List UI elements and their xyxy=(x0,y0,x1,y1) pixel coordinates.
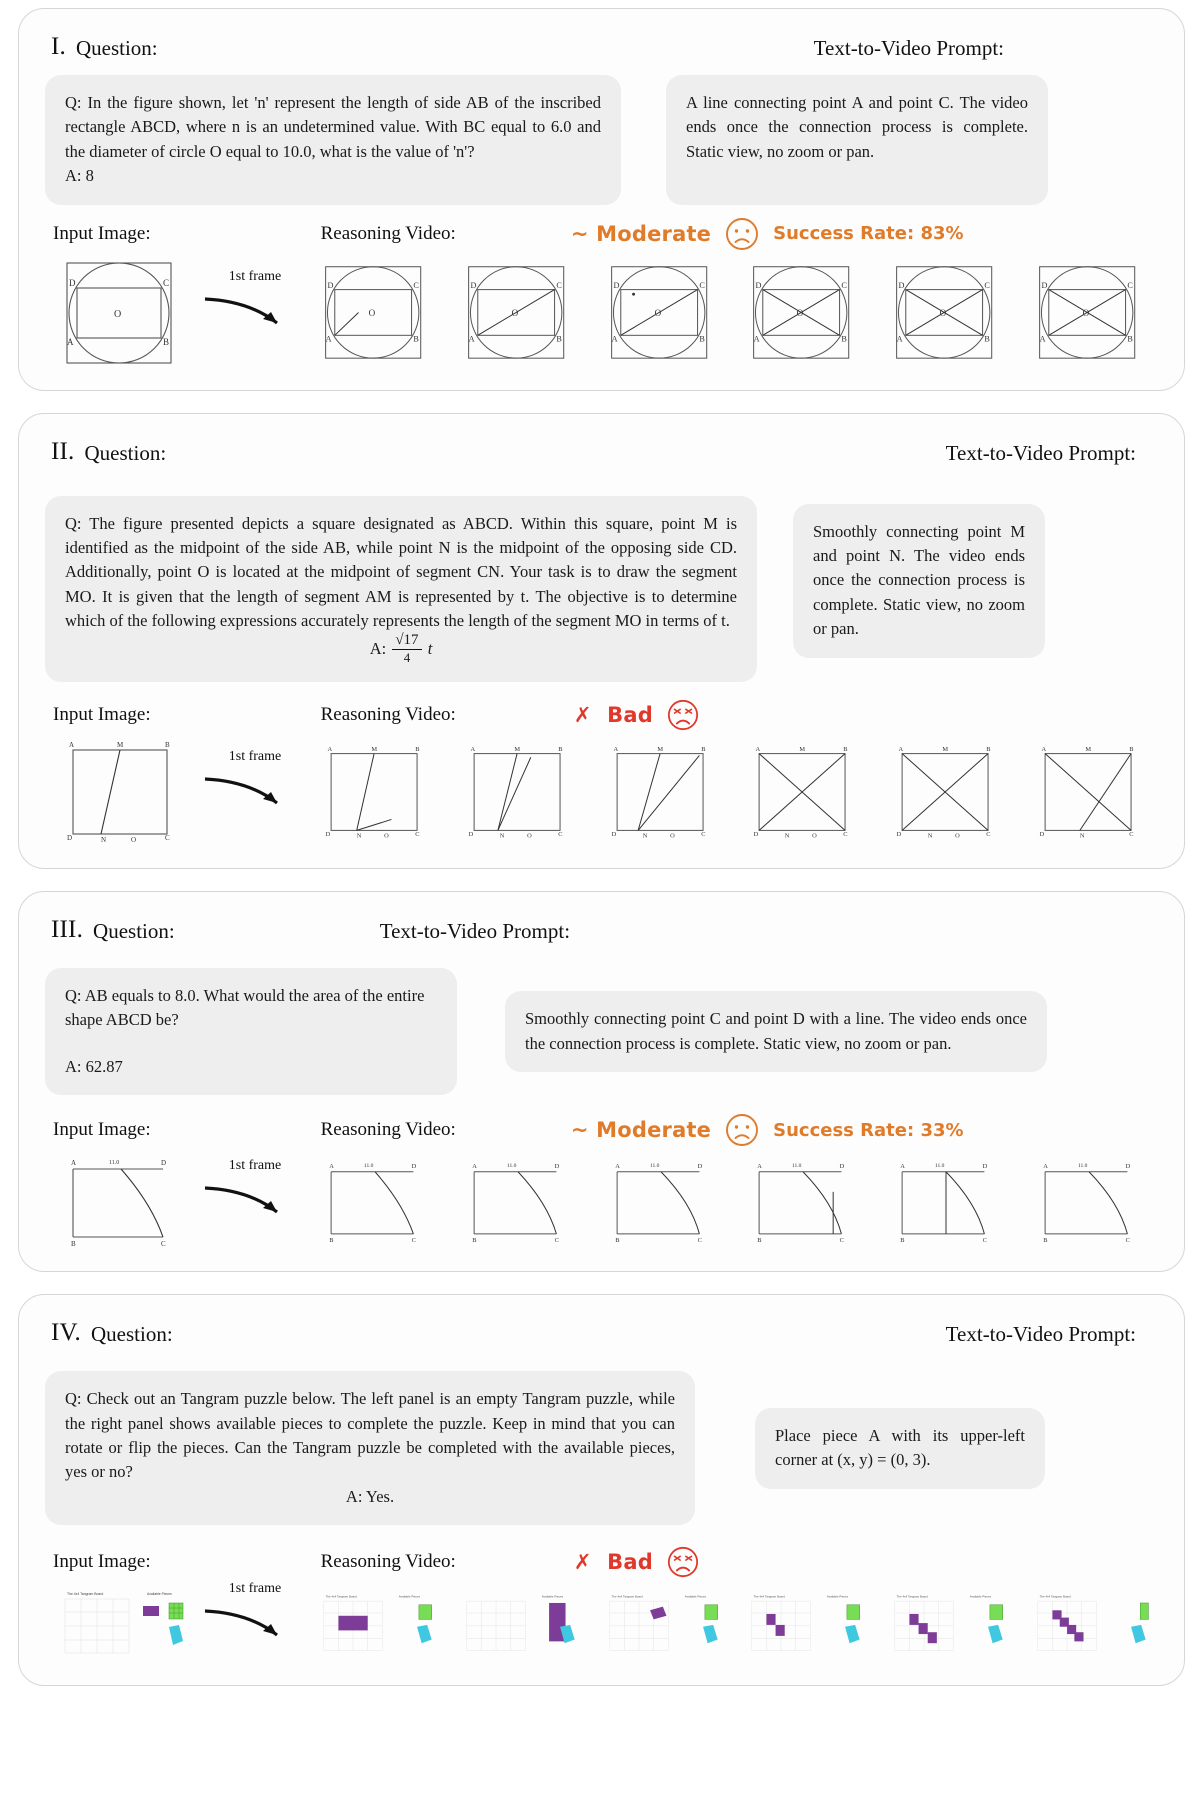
section-roman-numeral: III. xyxy=(51,916,84,944)
svg-text:A: A xyxy=(611,334,618,344)
svg-text:A: A xyxy=(472,1163,477,1171)
input-figure xyxy=(51,1583,199,1665)
rating-text: Bad xyxy=(607,703,653,728)
question-text: Q: Check out an Tangram puzzle below. The left panel is an empty Tangram puzzle, while the right panel shows available pieces to complete the puzzle. Keep in mind that you can rotate or flip the pieces. Can the Tangram puzzle be completed with the available pieces, yes or no? xyxy=(65,1389,675,1482)
svg-text:D: D xyxy=(69,277,76,288)
video-frames xyxy=(311,1152,1158,1250)
svg-text:B: B xyxy=(700,745,706,753)
svg-text:A: A xyxy=(71,1159,77,1168)
svg-text:D: D xyxy=(554,1163,560,1171)
svg-text:11.0: 11.0 xyxy=(364,1163,374,1170)
reasoning-video-label: Reasoning Video: xyxy=(320,704,456,726)
svg-text:B: B xyxy=(1127,334,1134,344)
svg-text:Available Pieces: Available Pieces xyxy=(398,1594,421,1599)
prompt-heading: Text-to-Video Prompt: xyxy=(813,36,1004,60)
svg-text:D: D xyxy=(411,1163,417,1171)
answer-suffix: t xyxy=(427,638,433,658)
svg-text:D: D xyxy=(1039,830,1045,838)
svg-text:N: N xyxy=(642,832,647,840)
input-figure xyxy=(51,1151,199,1251)
distressed-face-icon xyxy=(666,1545,700,1579)
transition-arrow-cell xyxy=(199,749,311,815)
question-box xyxy=(45,75,621,205)
question-heading: Question: xyxy=(93,919,175,944)
svg-text:A: A xyxy=(468,334,475,344)
video-frame xyxy=(1025,256,1158,368)
section-roman-numeral: IV. xyxy=(51,1319,82,1347)
svg-text:D: D xyxy=(1041,280,1048,290)
input-image-label: Input Image: xyxy=(53,222,151,244)
svg-text:B: B xyxy=(614,1237,620,1245)
video-frame xyxy=(454,256,587,368)
fraction-numerator: √17 xyxy=(392,633,421,651)
question-text: Q: The figure presented depicts a square designated as ABCD. Within this square, point M is identified as the midpoint of the side AB, while point N is the midpoint of the opposing side CD. Additionally, point O is located at the midpoint of segment CN. Your task is to draw the segment MO. It is given that the length of segment AM is represented by t. The objective is to determine which of the following expressions accurately represents the length of the segment MO in terms of t. xyxy=(65,513,737,631)
reasoning-video-label: Reasoning Video: xyxy=(320,1551,456,1573)
answer-text xyxy=(65,631,737,666)
svg-text:The 4x4 Tangram Board: The 4x4 Tangram Board xyxy=(611,1594,643,1599)
svg-text:11.0: 11.0 xyxy=(109,1160,120,1167)
frame-label: 1st frame xyxy=(228,269,282,285)
section-card-3 xyxy=(18,891,1185,1272)
svg-text:O: O xyxy=(114,308,122,320)
svg-text:O: O xyxy=(384,832,389,840)
svg-text:M: M xyxy=(514,745,520,753)
rating-text: Bad xyxy=(607,1550,653,1575)
svg-text:A: A xyxy=(1039,334,1046,344)
section-header-1 xyxy=(45,27,1158,63)
fraction-denominator: 4 xyxy=(403,650,411,666)
question-text: Q: In the figure shown, let 'n' represent the length of side AB of the inscribed rectangle ABCD, where n is an undetermined value. With BC equal to 6.0 and the diameter of circle O equal to 10.0, what is the value of 'n'? xyxy=(65,93,601,161)
question-box xyxy=(45,968,457,1095)
curved-arrow-icon xyxy=(199,769,299,815)
svg-text:B: B xyxy=(472,1237,477,1245)
svg-text:C: C xyxy=(558,830,563,838)
status-badge xyxy=(571,216,964,252)
rating-label: ~ Moderate xyxy=(570,1118,712,1143)
prompt-text: A line connecting point A and point C. The video ends once the connection process is complete. Static view, no zoom or pan. xyxy=(686,93,1028,161)
input-image-label: Input Image: xyxy=(53,704,151,726)
section-header-4 xyxy=(45,1313,1158,1349)
svg-text:M: M xyxy=(942,745,949,753)
content-boxes-2 xyxy=(45,496,1158,682)
video-frame xyxy=(454,1152,587,1250)
section-card-4 xyxy=(18,1294,1185,1686)
svg-text:O: O xyxy=(368,308,376,319)
section-roman-numeral: II. xyxy=(51,437,75,465)
video-frame xyxy=(597,256,730,368)
video-frame xyxy=(739,738,872,846)
video-frame xyxy=(311,256,444,368)
svg-text:D: D xyxy=(896,830,902,838)
question-box xyxy=(45,1371,695,1525)
video-frame xyxy=(1025,1584,1158,1664)
figure-strip-1 xyxy=(45,255,1158,370)
rating-label: ~ Moderate xyxy=(570,221,712,246)
svg-text:C: C xyxy=(161,1240,166,1249)
video-frame xyxy=(882,256,1015,368)
svg-text:A: A xyxy=(69,741,75,750)
svg-text:C: C xyxy=(1129,830,1134,838)
svg-text:The 4x4 Tangram Board: The 4x4 Tangram Board xyxy=(896,1594,929,1599)
svg-text:O: O xyxy=(939,308,947,319)
svg-text:D: D xyxy=(611,830,616,838)
frame-label: 1st frame xyxy=(228,749,282,765)
svg-text:M: M xyxy=(1085,745,1092,753)
transition-arrow-cell xyxy=(199,269,311,335)
svg-text:B: B xyxy=(71,1240,76,1249)
svg-text:O: O xyxy=(131,836,137,845)
cross-mark-icon: ✗ xyxy=(573,1550,592,1575)
rating-label xyxy=(574,1550,653,1574)
svg-text:D: D xyxy=(1125,1163,1131,1171)
prompt-box xyxy=(793,504,1045,658)
svg-text:C: C xyxy=(986,830,991,838)
input-figure xyxy=(51,736,199,848)
input-image-label: Input Image: xyxy=(53,1119,151,1141)
figure-strip-2 xyxy=(45,736,1158,848)
frowning-face-icon xyxy=(724,1112,760,1148)
svg-text:O: O xyxy=(955,832,961,840)
sub-label-row-1 xyxy=(45,219,1158,249)
distressed-face-icon xyxy=(666,698,700,732)
svg-text:A: A xyxy=(896,334,903,344)
video-frames xyxy=(311,1584,1158,1664)
svg-text:Available Pieces: Available Pieces xyxy=(147,1592,172,1597)
section-card-2 xyxy=(18,413,1185,869)
svg-text:C: C xyxy=(556,280,562,290)
svg-text:A: A xyxy=(614,1163,620,1171)
svg-text:11.0: 11.0 xyxy=(506,1163,517,1170)
prompt-text: Smoothly connecting point M and point N. The video ends once the connection process is complete. Static view, no zoom or pan. xyxy=(813,521,1025,639)
svg-text:Available Pieces: Available Pieces xyxy=(684,1594,706,1599)
video-frame xyxy=(882,738,1015,846)
svg-text:D: D xyxy=(898,280,905,290)
svg-text:M: M xyxy=(117,741,124,750)
reasoning-video-label: Reasoning Video: xyxy=(320,222,456,244)
svg-text:11.0: 11.0 xyxy=(649,1163,660,1170)
curved-arrow-icon xyxy=(199,1178,299,1224)
svg-text:B: B xyxy=(558,745,563,753)
svg-text:D: D xyxy=(67,834,73,843)
video-frame xyxy=(597,1584,730,1664)
svg-text:A: A xyxy=(325,334,332,344)
svg-text:D: D xyxy=(697,1163,702,1171)
cross-mark-icon: ✗ xyxy=(573,703,592,728)
svg-text:11.0: 11.0 xyxy=(935,1163,945,1170)
video-frame xyxy=(1025,738,1158,846)
svg-text:A: A xyxy=(1043,1163,1049,1171)
svg-text:M: M xyxy=(656,745,663,753)
svg-text:N: N xyxy=(1079,832,1085,840)
svg-text:A: A xyxy=(613,745,618,753)
video-frame xyxy=(597,738,730,846)
svg-text:B: B xyxy=(1043,1237,1048,1245)
sub-label-row-2 xyxy=(45,700,1158,730)
svg-text:N: N xyxy=(101,836,107,845)
video-frame xyxy=(739,1584,872,1664)
svg-text:B: B xyxy=(757,1237,763,1245)
svg-text:C: C xyxy=(841,280,848,290)
success-rate-label: Success Rate: 83% xyxy=(773,223,964,245)
video-frame xyxy=(1025,1152,1158,1250)
svg-text:N: N xyxy=(499,832,505,840)
svg-text:The 4x4 Tangram Board: The 4x4 Tangram Board xyxy=(754,1594,786,1599)
svg-text:D: D xyxy=(982,1163,988,1171)
content-boxes-3 xyxy=(45,968,1158,1095)
svg-text:C: C xyxy=(700,830,706,838)
svg-text:O: O xyxy=(526,832,532,840)
svg-text:B: B xyxy=(900,1237,905,1245)
prompt-text: Smoothly connecting point C and point D with a line. The video ends once the connection process is complete. Static view, no zoom or pan. xyxy=(525,1009,1027,1053)
svg-text:A: A xyxy=(757,1163,763,1171)
svg-text:D: D xyxy=(840,1163,845,1171)
svg-text:B: B xyxy=(556,334,562,344)
input-image-label: Input Image: xyxy=(53,1551,151,1573)
prompt-box xyxy=(755,1408,1045,1489)
svg-text:D: D xyxy=(613,280,620,290)
svg-text:O: O xyxy=(654,308,661,319)
prompt-heading: Text-to-Video Prompt: xyxy=(379,919,571,944)
svg-text:11.0: 11.0 xyxy=(1078,1163,1088,1170)
svg-text:A: A xyxy=(1041,745,1047,753)
svg-text:D: D xyxy=(325,830,331,838)
svg-text:B: B xyxy=(1129,745,1134,753)
svg-text:B: B xyxy=(984,334,991,344)
reasoning-video-label: Reasoning Video: xyxy=(320,1119,456,1141)
status-badge xyxy=(574,698,700,732)
svg-text:C: C xyxy=(415,830,420,838)
video-frame xyxy=(739,256,872,368)
answer-text: A: 62.87 xyxy=(65,1056,123,1076)
svg-text:C: C xyxy=(411,1237,416,1245)
status-badge xyxy=(574,1545,700,1579)
svg-text:A: A xyxy=(755,745,761,753)
svg-text:A: A xyxy=(754,334,761,344)
svg-text:C: C xyxy=(163,277,170,288)
section-header-2 xyxy=(45,432,1158,468)
question-heading: Question: xyxy=(84,440,167,465)
section-header-3 xyxy=(45,910,1158,946)
svg-text:11.0: 11.0 xyxy=(792,1163,802,1170)
video-frame xyxy=(597,1152,730,1250)
prompt-heading: Text-to-Video Prompt: xyxy=(945,1322,1136,1347)
svg-text:C: C xyxy=(697,1237,702,1245)
svg-text:O: O xyxy=(1082,308,1090,319)
svg-text:C: C xyxy=(165,834,170,843)
svg-text:N: N xyxy=(928,832,933,840)
svg-text:C: C xyxy=(699,280,705,290)
prompt-box xyxy=(666,75,1048,205)
answer-text: A: 8 xyxy=(65,166,94,186)
frame-label: 1st frame xyxy=(228,1158,282,1174)
video-frame xyxy=(311,1584,444,1664)
svg-text:B: B xyxy=(329,1237,334,1245)
status-badge xyxy=(571,1112,964,1148)
svg-text:D: D xyxy=(470,280,477,290)
svg-text:D: D xyxy=(755,280,762,290)
svg-text:B: B xyxy=(843,745,848,753)
sub-label-row-4 xyxy=(45,1547,1158,1577)
svg-text:M: M xyxy=(799,745,806,753)
transition-arrow-cell xyxy=(199,1158,311,1224)
svg-text:O: O xyxy=(669,832,675,840)
question-heading: Question: xyxy=(75,36,158,60)
frame-label: 1st frame xyxy=(228,1581,282,1597)
svg-text:The 4x4 Tangram Board: The 4x4 Tangram Board xyxy=(1039,1594,1071,1599)
prompt-text: Place piece A with its upper-left corner at (x, y) = (0, 3). xyxy=(775,1425,1025,1470)
svg-text:M: M xyxy=(371,745,378,753)
transition-arrow-cell xyxy=(199,1581,311,1647)
success-rate-label: Success Rate: 33% xyxy=(773,1119,964,1141)
svg-text:The 4x4 Tangram Board: The 4x4 Tangram Board xyxy=(67,1592,104,1597)
section-roman-numeral: I. xyxy=(51,33,66,60)
svg-text:C: C xyxy=(554,1237,559,1245)
svg-text:C: C xyxy=(843,830,848,838)
svg-text:A: A xyxy=(900,1163,906,1171)
figure-strip-3 xyxy=(45,1151,1158,1251)
svg-text:D: D xyxy=(754,830,759,838)
svg-text:The 4x4 Tangram Board: The 4x4 Tangram Board xyxy=(325,1594,357,1599)
svg-text:C: C xyxy=(1127,280,1134,290)
video-frames xyxy=(311,738,1158,846)
video-frames xyxy=(311,256,1158,368)
svg-text:O: O xyxy=(812,832,818,840)
svg-text:D: D xyxy=(468,830,474,838)
question-box xyxy=(45,496,757,682)
video-frame xyxy=(454,738,587,846)
question-heading: Question: xyxy=(91,1322,173,1347)
question-text: Q: AB equals to 8.0. What would the area of the entire shape ABCD be? xyxy=(65,986,425,1030)
rating-label xyxy=(574,703,653,727)
svg-text:C: C xyxy=(413,280,419,290)
svg-text:A: A xyxy=(67,336,74,347)
svg-text:C: C xyxy=(1125,1237,1130,1245)
svg-text:D: D xyxy=(327,280,334,290)
svg-text:B: B xyxy=(163,336,170,347)
section-card-1 xyxy=(18,8,1185,391)
sub-label-row-3 xyxy=(45,1115,1158,1145)
input-figure xyxy=(51,255,199,370)
svg-text:B: B xyxy=(413,334,419,344)
svg-text:C: C xyxy=(840,1237,845,1245)
frowning-face-icon xyxy=(724,216,760,252)
svg-text:B: B xyxy=(841,334,848,344)
svg-text:C: C xyxy=(984,280,991,290)
prompt-box xyxy=(505,991,1047,1072)
svg-text:B: B xyxy=(986,745,991,753)
figure-strip-4 xyxy=(45,1583,1158,1665)
video-frame xyxy=(454,1584,587,1664)
content-boxes-4 xyxy=(45,1371,1158,1525)
svg-text:A: A xyxy=(898,745,904,753)
svg-text:A: A xyxy=(329,1163,334,1171)
svg-text:B: B xyxy=(415,745,420,753)
svg-text:N: N xyxy=(785,832,790,840)
video-frame xyxy=(311,738,444,846)
content-boxes-1 xyxy=(45,75,1158,205)
answer-fraction xyxy=(392,633,421,665)
svg-text:Available Pieces: Available Pieces xyxy=(970,1594,992,1599)
svg-text:A: A xyxy=(470,745,475,753)
prompt-heading: Text-to-Video Prompt: xyxy=(945,440,1136,465)
video-frame xyxy=(311,1152,444,1250)
svg-text:N: N xyxy=(356,832,362,840)
answer-prefix: A: xyxy=(369,638,387,658)
svg-text:O: O xyxy=(511,308,519,319)
svg-text:Available Pieces: Available Pieces xyxy=(541,1594,563,1599)
svg-text:O: O xyxy=(797,308,804,319)
svg-text:C: C xyxy=(982,1237,988,1245)
svg-text:Available Pieces: Available Pieces xyxy=(827,1594,849,1599)
svg-text:B: B xyxy=(699,334,705,344)
video-frame xyxy=(739,1152,872,1250)
svg-text:A: A xyxy=(327,745,333,753)
svg-text:B: B xyxy=(165,741,170,750)
curved-arrow-icon xyxy=(199,289,299,335)
video-frame xyxy=(882,1584,1015,1664)
video-frame xyxy=(882,1152,1015,1250)
answer-text: A: Yes. xyxy=(345,1486,395,1506)
curved-arrow-icon xyxy=(199,1601,299,1647)
svg-text:D: D xyxy=(161,1159,167,1168)
